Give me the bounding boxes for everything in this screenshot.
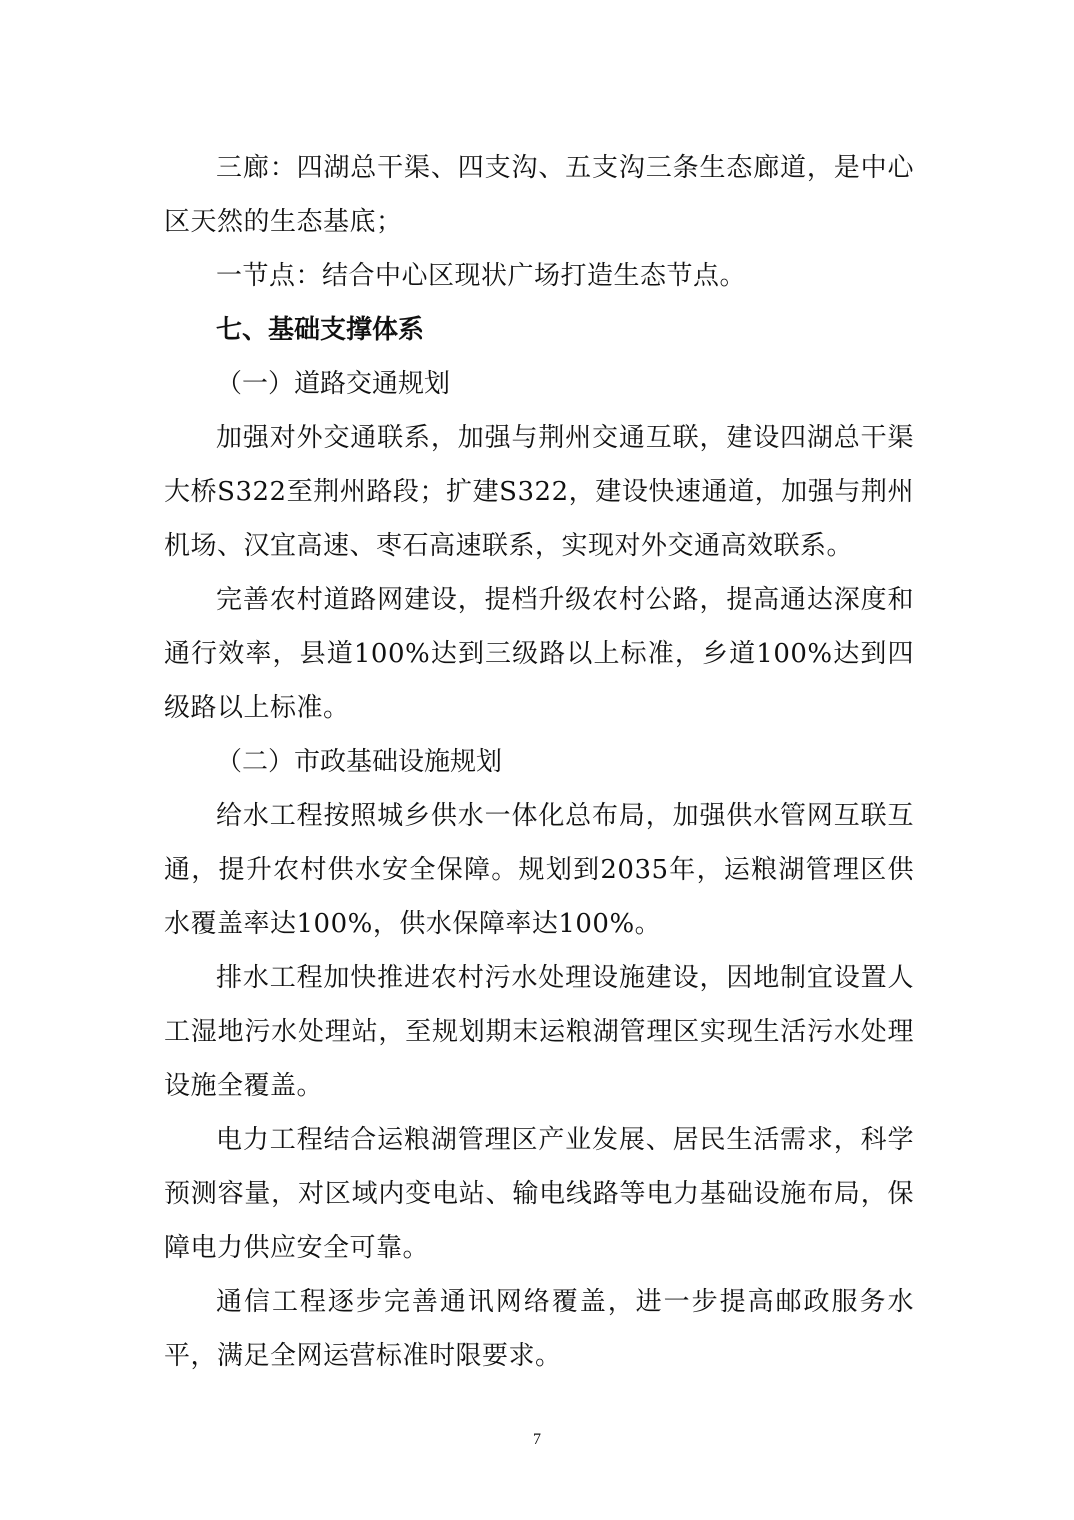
paragraph-drainage: 排水工程加快推进农村污水处理设施建设，因地制宜设置人工湿地污水处理站，至规划期末运粮湖管理区实现生活污水处理设施全覆盖。 [164,963,914,1101]
paragraph-one-node: 一节点：结合中心区现状广场打造生态节点。 [216,261,747,291]
paragraph-external-traffic: 加强对外交通联系，加强与荆州交通互联，建设四湖总干渠大桥S322至荆州路段；扩建S322，建设快速通道，加强与荆州机场、汉宜高速、枣石高速联系，实现对外交通高效联系。 [164,423,914,561]
section-heading-infrastructure: 七、基础支撑体系 [216,315,425,345]
paragraph-electric-power: 电力工程结合运粮湖管理区产业发展、居民生活需求，科学预测容量，对区域内变电站、输电线路等电力基础设施布局，保障电力供应安全可靠。 [164,1125,914,1263]
paragraph-water-supply: 给水工程按照城乡供水一体化总布局，加强供水管网互联互通，提升农村供水安全保障。规划到2035年，运粮湖管理区供水覆盖率达100%，供水保障率达100%。 [164,801,914,939]
paragraph-three-corridors: 三廊：四湖总干渠、四支沟、五支沟三条生态廊道，是中心区天然的生态基底； [164,153,914,237]
paragraph-communication: 通信工程逐步完善通讯网络覆盖，进一步提高邮政服务水平，满足全网运营标准时限要求。 [164,1287,914,1371]
subsection-heading-municipal: （二）市政基础设施规划 [216,747,503,777]
page-number: 7 [533,1431,541,1448]
subsection-heading-road-traffic: （一）道路交通规划 [216,369,451,399]
page-content [164,141,914,1383]
paragraph-rural-roads: 完善农村道路网建设，提档升级农村公路，提高通达深度和通行效率，县道100%达到三级路以上标准，乡道100%达到四级路以上标准。 [164,585,914,723]
